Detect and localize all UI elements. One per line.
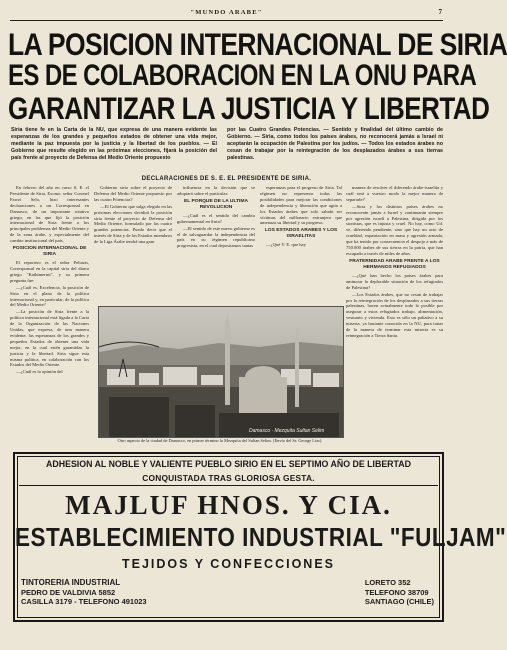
paragraph: —¿Cuál es la opinión del [16, 369, 63, 375]
paragraph: —¿Cuál es el sentido del cambio gubernamental en Siria? [177, 212, 255, 224]
paragraph: —La posición de Siria frente a la política internacional está ligada a la Carta de la Organización de las Naciones Unidas, que expresa, de una manera evidente, las esperanzas de los grandes y pequeños Estados de obtener una vida mejor, en la cual estén garantidas la justicia y la libertad. Siria sigue esta misma política, en colaboración con los Estados del Medio Oriente. [10, 309, 89, 368]
lead-paragraph-right: por las Cuatro Grandes Potencias. — Sentido y finalidad del último cambio de Gobierno. — Siria, como todos los países árabes, no reconocerá jamás a Israel ni aceptarán la ocupación de Palestina por los judíos. — Todos los estados árabes no cesan de trabajar por la reintegración de los desplazados árabes a sus tierras palestinas. [227, 127, 443, 161]
article-column-5 [346, 185, 443, 445]
headline-line-1: LA POSICION INTERNACIONAL DE SIRIA [8, 26, 507, 63]
headline-line-2: ES DE COLABORACION EN LA ONU PARA [8, 58, 477, 93]
ad-divider [19, 485, 438, 486]
article-column-1 [10, 185, 89, 445]
column-subheading: FRATERNIDAD ARABE FRENTE A LOS HERMANOS REFUGIADOS [349, 258, 440, 270]
paragraph: En febrero del año en curso S. E. el Presidente de Siria, Excmo. señor Coronel Fawzi Selo, hizo interesantes declaraciones a un Corresponsal en Damasco, de un importante rotativo griego, en las que fijó la posición internacional de Siria frente a los principales problemas del Medio Oriente y de la zona árabe, y especialmente del cambio institucional del país. [10, 185, 89, 244]
article-column-4 [260, 185, 342, 315]
ad-right-line: LORETO 352 [364, 578, 411, 587]
paragraph: —¿Qué V. E. que hay [266, 242, 306, 248]
column-subheading: EL PORQUE DE LA ULTIMA REVOLUCION [183, 198, 249, 210]
article-column-3 [177, 185, 255, 315]
city-skyline-image [99, 307, 343, 437]
headline-line-3: GARANTIZAR LA JUSTICIA Y LIBERTAD [8, 89, 490, 127]
photo-inscription: Damasco · Mezquita Sultan Selim [249, 428, 325, 434]
paragraph: —El Gobierno que salga elegido en las próximas elecciones decidirá la posición siria frente al proyecto de Defensa del Medio Oriente, formulado por las cuatro grandes potencias. Puedo decir que el interés de Siria y de los Estados miembros de la Liga Árabe tendrá una gran [94, 203, 172, 245]
ad-right-address [365, 578, 434, 607]
ad-dedication-line: ADHESION AL NOBLE Y VALIENTE PUEBLO SIRIO EN EL SEPTIMO AÑO DE LIBERTAD [46, 459, 411, 469]
damascus-photo [98, 306, 344, 438]
paragraph: Gobierno sirio sobre el proyecto de Defensa del Medio Oriente propuesto por las cuatro Potencias? [94, 185, 172, 202]
paragraph: El reportero es el señor Peliazis, Corresponsal en la capital siria del diario griego "Kathimerini", y su primera pregunta fue: [10, 260, 89, 283]
paragraph: esperanzas para el progreso de Siria. Tal régimen no representa todas las posibilidades para mejorar las condiciones de independencia y liberación que agita a los Estados árabes que solo sabrán ser víctimas del millonario extranjero que amenaza su libertad y su progreso. [260, 185, 342, 226]
paragraph: —¿Qué han hecho los países árabes para aminorar la deplorable situación de los refugiados de Palestina? [346, 272, 443, 290]
header-rule [10, 20, 443, 21]
article-column-2 [94, 185, 172, 315]
page-number: 7 [438, 8, 442, 16]
paragraph: —¿Cuál es, Excelencia, la posición de Siria en el plano de la política internacional y, en particular, de la política del Medio Oriente? [10, 284, 89, 308]
photo-caption: Otro aspecto de la ciudad de Damasco, en primer término la Mezquita del Sultan Selim. (Envío del Sr. George Lias). [117, 438, 323, 443]
ad-tagline: TEJIDOS Y CONFECCIONES [121, 557, 336, 571]
ad-left-line: TINTORERIA INDUSTRIAL [21, 578, 121, 587]
advertisement-box [13, 452, 507, 622]
running-header: "MUNDO ARABE" [190, 9, 263, 16]
paragraph: —El sentido de este nuevo gobierno es el de salvaguardar la independencia del país en su régimen republicano progresista, en el cual depositamos tantas [177, 225, 255, 249]
ad-left-line: PEDRO DE VALDIVIA 5852 [21, 587, 116, 597]
ad-establishment-name: ESTABLECIMIENTO INDUSTRIAL "FULJAM" [15, 523, 507, 552]
ad-right-line: TELEFONO 38709 [364, 587, 429, 597]
ad-company-name: MAJLUF HNOS. Y CIA. [65, 490, 392, 520]
ad-dedication-line-2: CONQUISTADA TRAS GLORIOSA GESTA. [142, 473, 315, 483]
paragraph: —Siria y los distintos países árabes no reconocerán jamás a Israel y continuarán siempre por agresión israelí a Palestina, dirigida por los sionistas, que es injusta y cruel. No hay, como Ud. ve, diferendo pendiente, sino que hay un acto de crueldad, expatriación en masa y agresión armada, que ha tenido por consecuencia el despojo a más de 750.000 árabes de sus tierras en la patria, que han escapado a través de miles de años. [346, 203, 443, 256]
ad-left-address [21, 578, 147, 607]
lead-paragraph-left: Siria tiene fe en la Carta de la NU, que expresa de una manera evidente las esperanzas de los grandes y pequeños estados de obtener una vida mejor, mediante la paz impuesta por la justicia y la libertad de los pueblos. — El Gobierno que resulte elegido en las próximas elecciones, fijará la posición del país frente al proyecto de Defensa del Medio Oriente propuesto [11, 127, 217, 161]
ad-right-line: SANTIAGO (CHILE) [364, 597, 434, 606]
paragraph: influencia en la decisión que se adoptará sobre el particular. [177, 185, 255, 196]
column-subheading: POSICION INTERNACIONAL DE SIRIA [12, 246, 87, 258]
column-subheading: LOS ESTADOS ARABES Y LOS ISRAELITAS [264, 228, 338, 240]
paragraph: manera de resolver el diferendo árabe-israelita y cuál será a vuestro modo la mejor manera de separarle? [346, 185, 443, 202]
section-subhead: DECLARACIONES DE S. E. EL PRESIDENTE DE SIRIA. [141, 176, 312, 182]
paragraph: —Los Estados árabes, que no cesan de trabajar por la reintegración de los desplazados a sus tierras palestinas, hacen actualmente todo lo posible por asegurar a estos refugiados trabajo, alimentación, vestuario y vivienda. Esto es sólo un paliativo a su miseria, ya bastante conocida en la NU, para tratar de la manera de terminar esta miseria es su reintegración a Tierra Santa. [346, 291, 443, 338]
ad-left-line: CASILLA 3179 - TELEFONO 491023 [21, 597, 147, 606]
